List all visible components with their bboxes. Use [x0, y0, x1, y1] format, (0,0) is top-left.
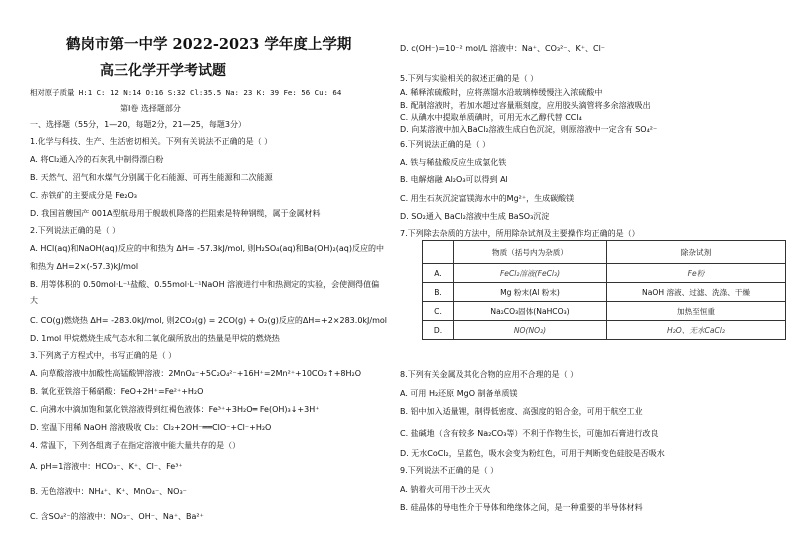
exam-title: 鹤岗市第一中学 2022-2023 学年度上学期 [66, 36, 352, 53]
option-line: A. pH=1溶液中：HCO₃⁻、K⁺、Cl⁻、Fe³⁺ [30, 462, 183, 471]
question-9: 9.下列说法不正确的是（ ） [400, 466, 499, 475]
option-line: B. 硅晶体的导电性介于导体和绝缘体之间，是一种重要的半导体材料 [400, 503, 643, 512]
option-line: C. 从碘水中提取单质碘时，可用无水乙醇代替 CCl₄ [400, 113, 582, 122]
right-column [400, 0, 785, 560]
option-line: D. c(OH⁻)=10⁻² mol/L 溶液中：Na⁺、CO₃²⁻、K⁺、Cl⁻ [400, 44, 606, 53]
table-cell: D. [423, 321, 454, 340]
table-cell: H₂O、无水CaCl₂ [607, 321, 786, 340]
option-line: B. 配制溶液时，若加水超过容量瓶刻度，应用胶头滴管将多余溶液吸出 [400, 101, 651, 110]
table-header-row [423, 241, 786, 264]
table-cell: A. [423, 264, 454, 283]
impurity-table [422, 240, 786, 340]
option-line: C. CO(g)燃烧热 ΔH= -283.0kJ/mol, 则2CO₂(g) = 2CO(g) + O₂(g)反应的ΔH=+2×283.0kJ/mol [30, 316, 388, 325]
table-header-cell: 物质（括号内为杂质） [454, 241, 607, 264]
table-cell: FeCl₂溶液(FeCl₃) [454, 264, 607, 283]
option-line: A. 钠着火可用干沙土灭火 [400, 485, 491, 494]
option-line: B. 无色溶液中：NH₄⁺、K⁺、MnO₄⁻、NO₃⁻ [30, 487, 187, 496]
option-line: C. 赤铁矿的主要成分是 Fe₂O₃ [30, 191, 138, 200]
option-line: C. 向沸水中滴加饱和氯化铁溶液得到红褐色液体：Fe³⁺+3H₂O═ Fe(OH)₃↓+3H⁺ [30, 405, 320, 414]
option-line: D. 我国首艘国产 001A型航母用于舰载机降落的拦阻索是特种钢缆，属于金属材料 [30, 209, 321, 218]
table-row [423, 283, 786, 302]
option-line: B. 用等体积的 0.50mol·L⁻¹盐酸、0.55mol·L⁻¹NaOH 溶液进行中和热测定的实验，会使测得值偏 [30, 280, 380, 289]
option-line: D. 无水CoCl₂，呈蓝色，吸水会变为粉红色，可用于判断变色硅胶是否吸水 [400, 449, 665, 458]
question-8: 8.下列有关金属及其化合物的应用不合理的是（ ） [400, 370, 579, 379]
option-line: A. HCl(aq)和NaOH(aq)反应的中和热为 ΔH= -57.3kJ/mol, 则H₂SO₄(aq)和Ba(OH)₂(aq)反应的中 [30, 244, 384, 253]
table-cell: Fe粉 [607, 264, 786, 283]
question-1: 1.化学与科技、生产、生活密切相关。下列有关说法不正确的是（ ） [30, 137, 273, 146]
option-line: B. 氧化亚铁溶于稀硝酸：FeO+2H⁺=Fe²⁺+H₂O [30, 387, 204, 396]
option-line: D. 室温下用稀 NaOH 溶液吸收 Cl₂：Cl₂+2OH⁻══ClO⁻+Cl⁻+H₂O [30, 423, 272, 432]
option-line: B. 电解熔融 Al₂O₃可以得到 Al [400, 175, 508, 184]
question-6: 6.下列说法正确的是（ ） [400, 140, 491, 149]
option-line: D. 向某溶液中加入BaCl₂溶液生成白色沉淀，则原溶液中一定含有 SO₄²⁻ [400, 125, 658, 134]
question-7: 7.下列除去杂质的方法中，所用除杂试剂及主要操作均正确的是（） [400, 229, 640, 238]
exam-subtitle: 高三化学开学考试题 [100, 63, 226, 79]
option-line: A. 将Cl₂通入冷的石灰乳中制得漂白粉 [30, 155, 164, 164]
option-line: A. 稀释浓硫酸时，应将蒸馏水沿玻璃棒缓慢注入浓硫酸中 [400, 88, 603, 97]
table-row [423, 264, 786, 283]
table-cell: B. [423, 283, 454, 302]
question-4: 4. 常温下，下列各组离子在指定溶液中能大量共存的是（） [30, 441, 241, 450]
volume-heading: 第Ⅰ卷 选择题部分 [120, 104, 181, 113]
table-cell: Na₂CO₃固体(NaHCO₃) [454, 302, 607, 321]
option-line: A. 可用 H₂还原 MgO 制备单质镁 [400, 389, 518, 398]
option-line-cont: 大 [30, 296, 38, 305]
option-line: A. 铁与稀盐酸反应生成氯化铁 [400, 158, 507, 167]
question-5: 5.下列与实验相关的叙述正确的是（ ） [400, 74, 539, 83]
option-line: D. SO₂通入 BaCl₂溶液中生成 BaSO₃沉淀 [400, 212, 550, 221]
option-line: C. 含SO₄²⁻的溶液中：NO₃⁻、OH⁻、Na⁺、Ba²⁺ [30, 512, 204, 521]
table-row [423, 321, 786, 340]
table-cell: NaOH 溶液、过滤、洗涤、干燥 [607, 283, 786, 302]
table-cell: NO(NO₂) [454, 321, 607, 340]
table-cell: 加热至恒重 [607, 302, 786, 321]
option-line: B. 铝中加入适量锂，制得低密度、高强度的铝合金，可用于航空工业 [400, 407, 643, 416]
table-row [423, 302, 786, 321]
option-line: C. 用生石灰沉淀富镁海水中的Mg²⁺，生成碳酸镁 [400, 194, 575, 203]
question-2: 2.下列说法正确的是（ ） [30, 226, 121, 235]
table-header-cell: 除杂试剂 [607, 241, 786, 264]
table-cell: Mg 粉末(Al 粉末) [454, 283, 607, 302]
option-line: C. 盐碱地（含有较多 Na₂CO₃等）不利于作物生长，可施加石膏进行改良 [400, 429, 659, 438]
option-line: B. 天然气、沼气和水煤气分别属于化石能源、可再生能源和二次能源 [30, 173, 273, 182]
table-header-cell [423, 241, 454, 264]
table-cell: C. [423, 302, 454, 321]
option-line: D. 1mol 甲烷燃烧生成气态水和二氧化碳所放出的热量是甲烷的燃烧热 [30, 334, 280, 343]
option-line-cont: 和热为 ΔH=2×(-57.3)kJ/mol [30, 262, 139, 271]
atomic-masses: 相对原子质量 H:1 C: 12 N:14 O:16 S:32 Cl:35.5 Na: 23 K: 39 Fe: 56 Cu: 64 [30, 88, 342, 97]
left-column [30, 0, 415, 560]
question-3: 3.下列离子方程式中，书写正确的是（ ） [30, 351, 177, 360]
section-heading: 一、选择题（55分，1—20，每题2分，21—25，每题3分） [30, 120, 246, 129]
option-line: A. 向草酸溶液中加酸性高锰酸钾溶液：2MnO₄⁻+5C₂O₄²⁻+16H⁺=2Mn²⁺+10CO₂↑+8H₂O [30, 369, 362, 378]
